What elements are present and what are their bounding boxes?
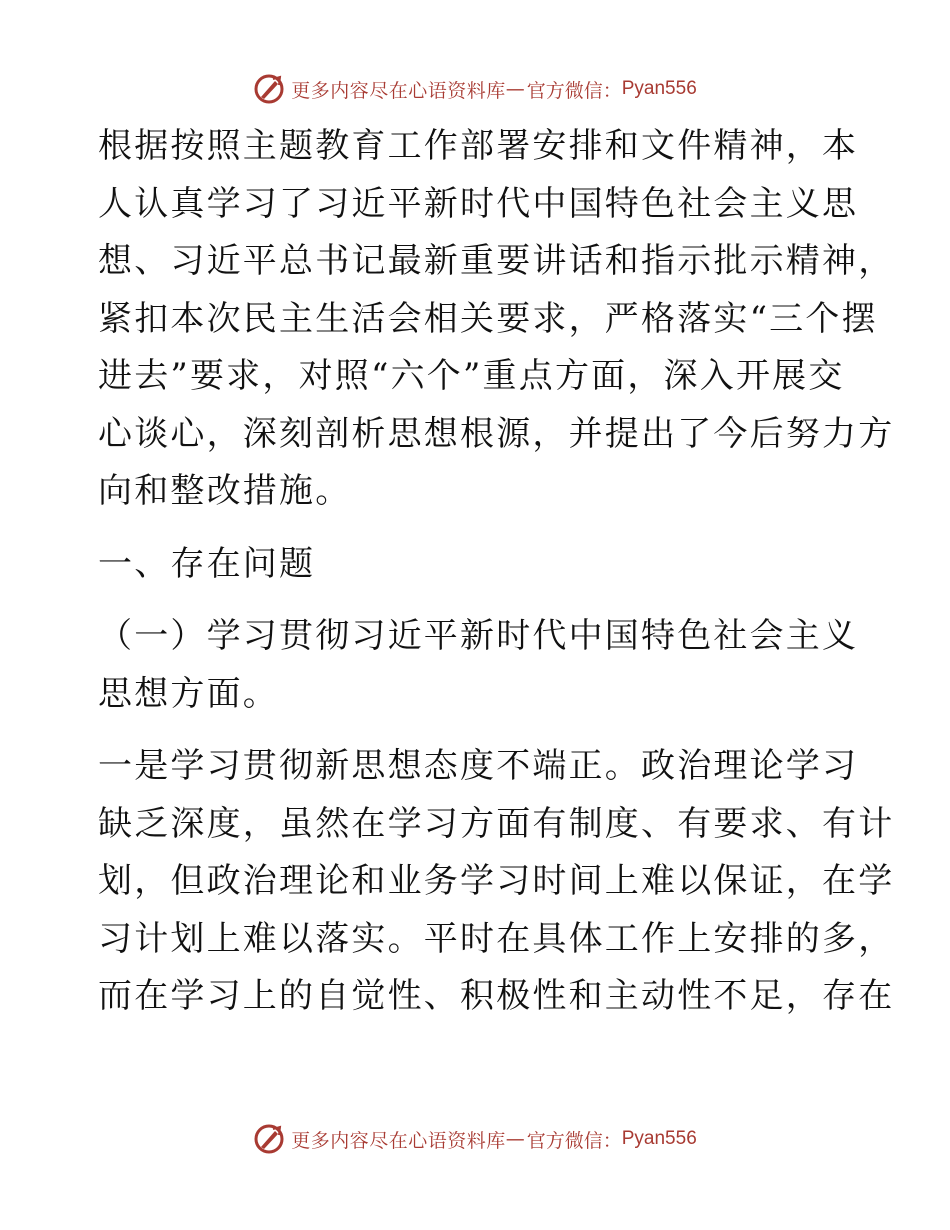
- text-line: 根据按照主题教育工作部署安排和文件精神，本: [98, 126, 859, 166]
- watermark-site-text: 更多内容尽在心语资料库: [291, 79, 506, 102]
- text-line: 想、习近平总书记最新重要讲话和指示批示精神，: [98, 241, 895, 281]
- text-line: 进去”要求，对照“六个”重点方面，深入开展交: [98, 356, 845, 396]
- text-line: 思想方面。: [98, 673, 279, 714]
- section-heading: [98, 536, 854, 594]
- paragraph-intro: [98, 118, 895, 521]
- heading-line: 一、存在问题: [98, 543, 316, 584]
- watermark-wechat-id: Pyan556: [621, 1128, 697, 1149]
- text-line: 而在学习上的自觉性、积极性和主动性不足，存在: [98, 976, 895, 1016]
- watermark-wechat-id: Pyan556: [621, 78, 697, 99]
- text-line: 习计划上难以落实。平时在具体工作上安排的多，: [98, 918, 895, 959]
- text-line: 划，但政治理论和业务学习时间上难以保证，在学: [98, 861, 895, 901]
- subsection-heading: [98, 608, 859, 723]
- text-line: 一是学习贯彻新思想态度不端正。政治理论学习: [98, 746, 859, 786]
- watermark-wechat-label: 官方微信：: [526, 1129, 622, 1152]
- watermark-separator: —: [505, 78, 525, 100]
- quill-logo-icon: [253, 73, 285, 105]
- watermark-wechat-label: 官方微信：: [526, 79, 622, 102]
- text-line: 缺乏深度，虽然在学习方面有制度、有要求、有计: [98, 803, 895, 844]
- quill-logo-icon: [253, 1123, 285, 1155]
- text-line: 人认真学习了习近平新时代中国特色社会主义思: [98, 183, 859, 224]
- header-watermark: [0, 72, 950, 106]
- text-line: （一）学习贯彻习近平新时代中国特色社会主义: [98, 616, 859, 656]
- watermark-separator: —: [505, 1128, 525, 1150]
- text-line: 紧扣本次民主生活会相关要求，严格落实“三个摆: [98, 298, 878, 339]
- watermark-site-text: 更多内容尽在心语资料库: [291, 1129, 506, 1152]
- text-line: 向和整改措施。: [98, 471, 352, 511]
- document-body: [98, 118, 895, 1026]
- text-line: 心谈心，深刻剖析思想根源，并提出了今后努力方: [98, 413, 895, 454]
- paragraph-point-one: [98, 738, 895, 1026]
- footer-watermark: [0, 1122, 950, 1156]
